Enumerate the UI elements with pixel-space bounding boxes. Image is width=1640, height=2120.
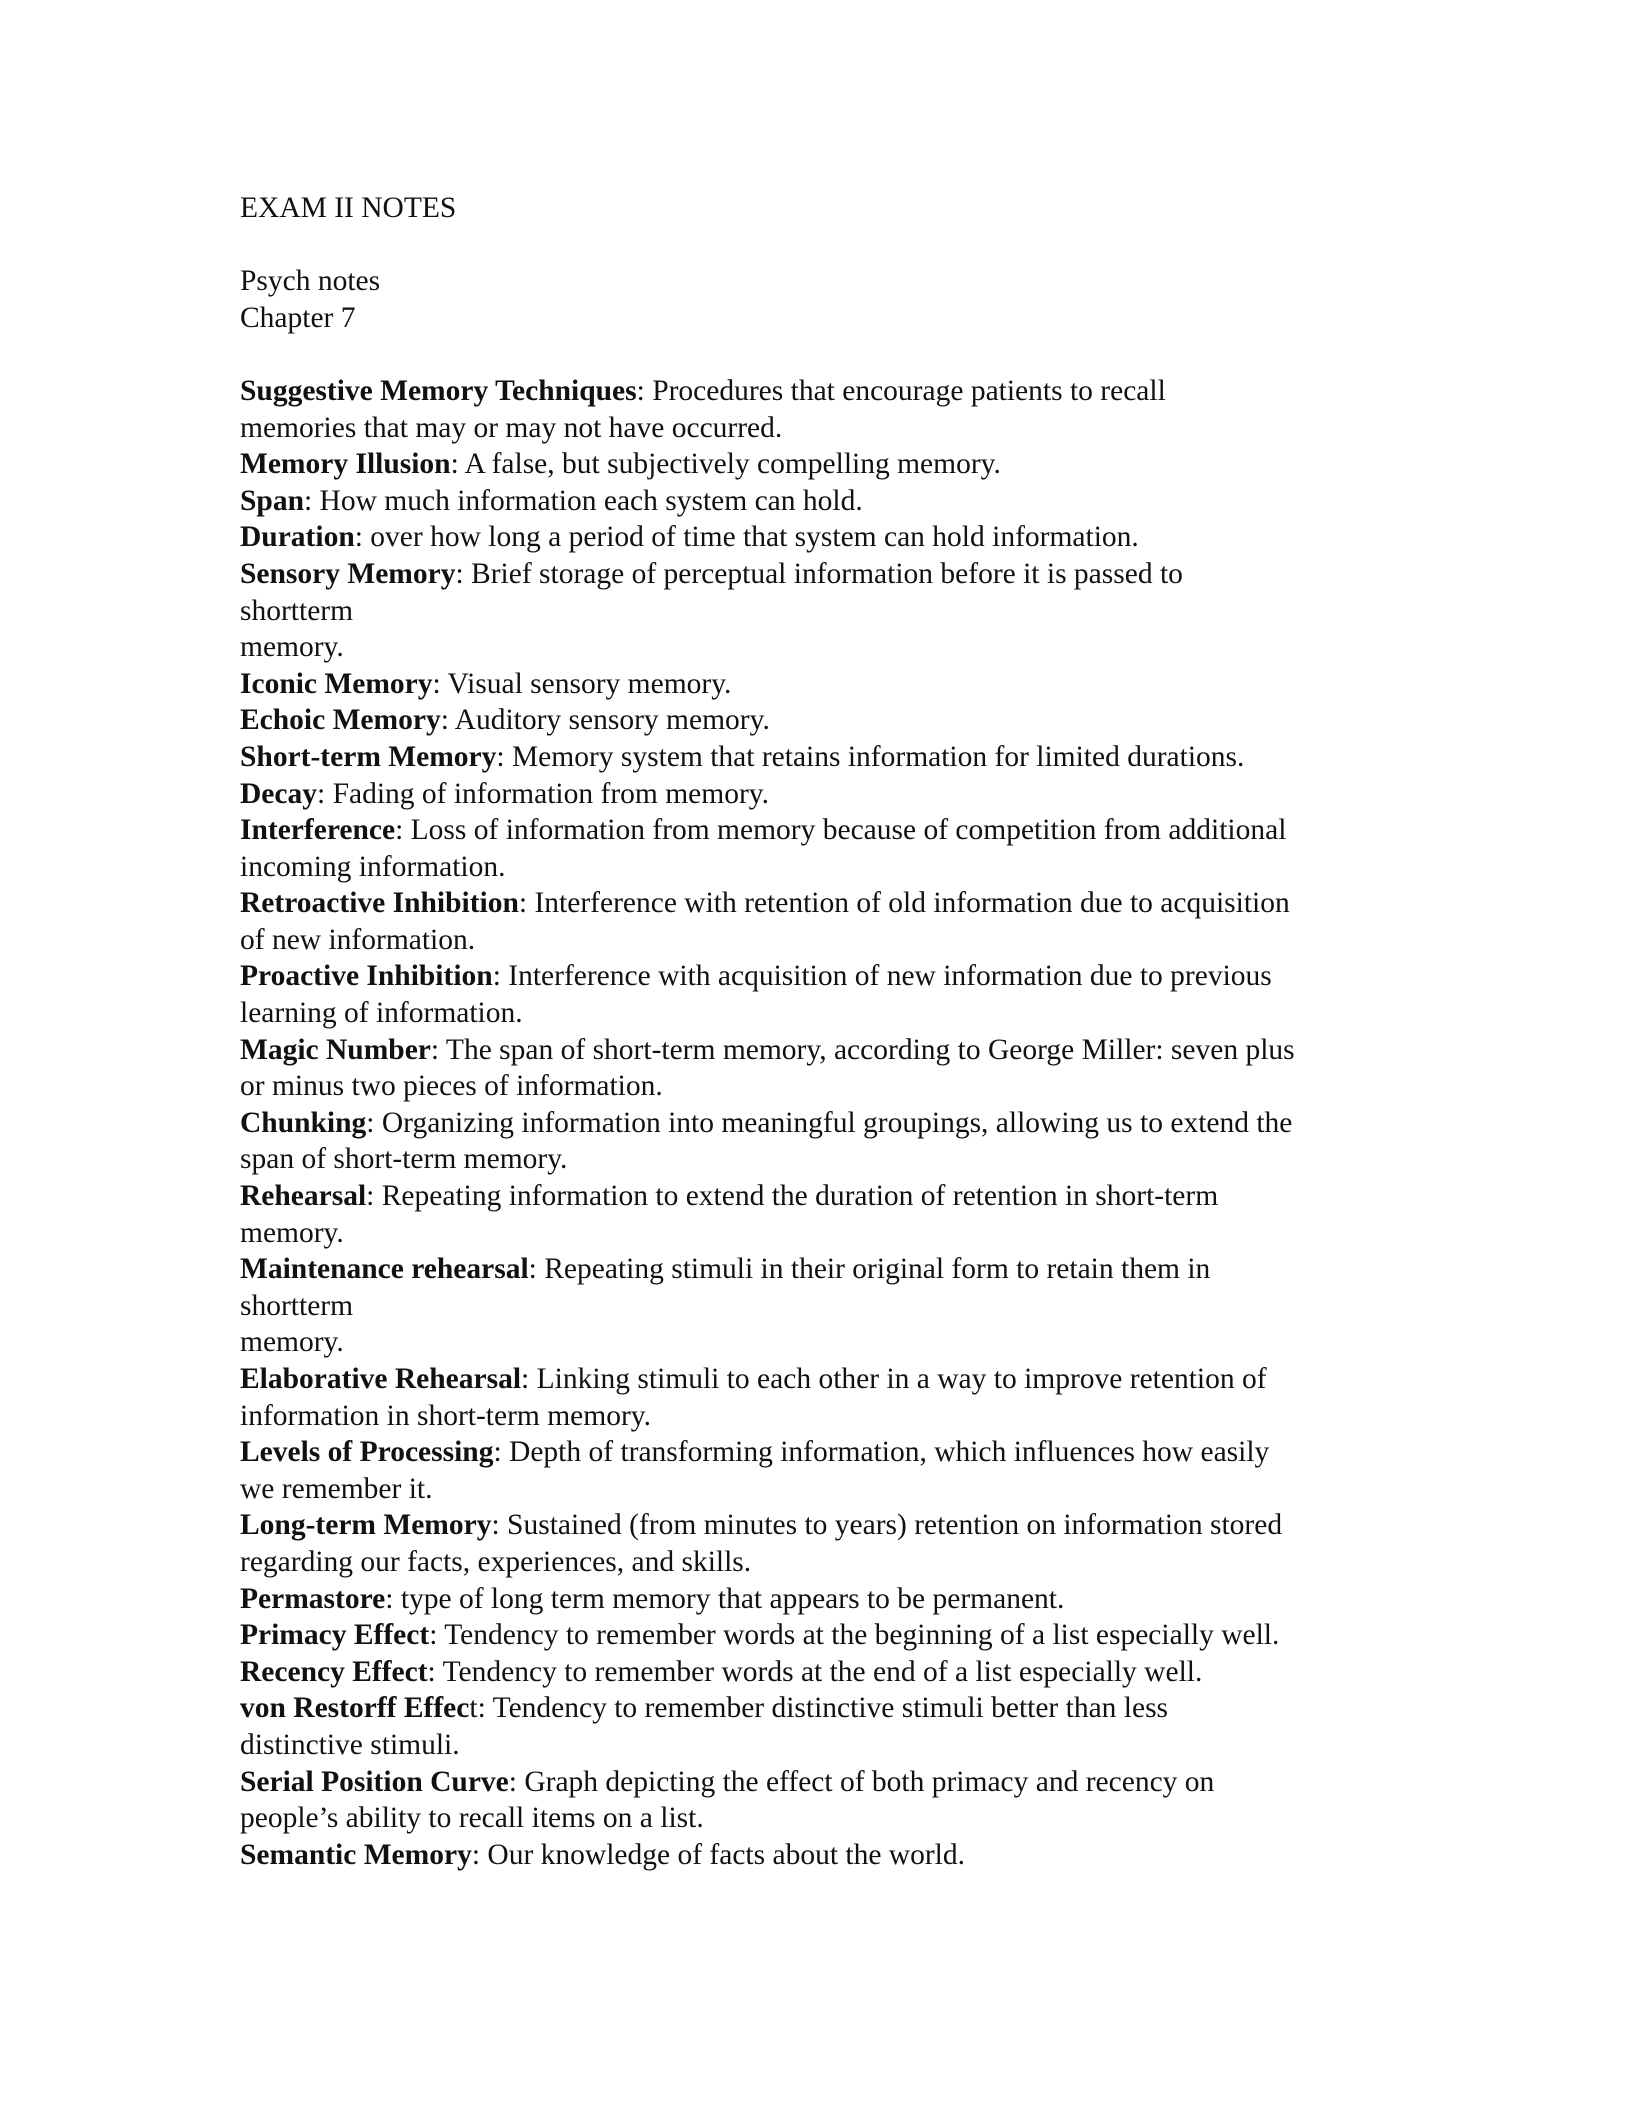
definition-text: memories that may or may not have occurred. [240, 411, 783, 444]
definition-text: : Tendency to remember words at the end of a list especially well. [427, 1655, 1203, 1688]
definition-text: : Auditory sensory memory. [440, 704, 770, 737]
note-line [240, 1727, 1420, 1764]
definition-text: regarding our facts, experiences, and skills. [240, 1545, 752, 1578]
note-line [240, 885, 1420, 922]
definition-text: shortterm [240, 594, 354, 627]
term-label: Long-term Memory [240, 1509, 492, 1542]
note-line [240, 812, 1420, 849]
note-line [240, 1361, 1420, 1398]
note-line [240, 1178, 1420, 1215]
note-line [240, 1068, 1420, 1105]
definition-text: of new information. [240, 923, 476, 956]
spacer [240, 227, 1420, 264]
term-label: Span [240, 484, 304, 517]
spacer [240, 336, 1420, 373]
definition-text: : over how long a period of time that system can hold information. [354, 521, 1139, 554]
note-line [240, 483, 1420, 520]
definition-text: information in short-term memory. [240, 1399, 651, 1432]
definition-text: : Memory system that retains information for limited durations. [496, 740, 1245, 773]
note-line [240, 629, 1420, 666]
note-line [240, 593, 1420, 630]
definition-text: : Visual sensory memory. [432, 667, 732, 700]
term-label: Levels of Processing [240, 1436, 494, 1469]
note-line [240, 1654, 1420, 1691]
note-line [240, 1764, 1420, 1801]
definition-text: : A false, but subjectively compelling memory. [450, 448, 1001, 481]
term-label: Semantic Memory [240, 1838, 472, 1871]
note-line [240, 1544, 1420, 1581]
note-line [240, 995, 1420, 1032]
note-line [240, 1032, 1420, 1069]
note-line [240, 1398, 1420, 1435]
definition-text: : Repeating information to extend the duration of retention in short-term [366, 1180, 1219, 1213]
chapter-label: Chapter 7 [240, 301, 356, 334]
document-title: EXAM II NOTES [240, 192, 457, 224]
definition-text: : Repeating stimuli in their original form to retain them in [528, 1253, 1211, 1286]
note-line [240, 1690, 1420, 1727]
term-label: Echoic Memory [240, 704, 441, 737]
definition-text: memory. [240, 1216, 344, 1249]
definition-text: : Brief storage of perceptual information before it is passed to [455, 557, 1183, 590]
note-line [240, 666, 1420, 703]
note-line [240, 1141, 1420, 1178]
term-label: Interference [240, 814, 396, 847]
definition-text: : Interference with acquisition of new information due to previous [492, 960, 1272, 993]
note-line [240, 556, 1420, 593]
definition-text: : Our knowledge of facts about the world. [471, 1838, 966, 1871]
note-line [240, 410, 1420, 447]
definition-text: : Fading of information from memory. [317, 777, 769, 810]
term-label: Elaborative Rehearsal [240, 1363, 522, 1395]
definition-text: memory. [240, 1326, 344, 1359]
definition-text: : Graph depicting the effect of both primacy and recency on [508, 1765, 1215, 1798]
note-line [240, 1105, 1420, 1142]
note-line [240, 1251, 1420, 1288]
note-line [240, 776, 1420, 813]
definition-text: : Interference with retention of old information due to acquisition [518, 887, 1290, 920]
definition-text: span of short-term memory. [240, 1143, 568, 1176]
term-label: Chunking [240, 1106, 367, 1139]
term-label: Permastore [240, 1582, 386, 1615]
note-line [240, 1434, 1420, 1471]
note-line [240, 1800, 1420, 1837]
definition-text: distinctive stimuli. [240, 1728, 460, 1761]
note-line [240, 958, 1420, 995]
term-label: Primacy Effect [240, 1619, 430, 1652]
definition-text: we remember it. [240, 1472, 433, 1505]
term-label: Serial Position Curve [240, 1765, 509, 1798]
definition-text: learning of information. [240, 997, 523, 1030]
definition-text: : The span of short-term memory, according to George Miller: seven plus [430, 1033, 1295, 1066]
term-label: Decay [240, 777, 317, 810]
note-line [240, 849, 1420, 886]
note-line [240, 1324, 1420, 1361]
note-line [240, 702, 1420, 739]
definition-text: incoming information. [240, 850, 506, 883]
definition-text: memory. [240, 631, 344, 664]
definition-text: : How much information each system can hold. [303, 484, 863, 517]
definition-text: : Loss of information from memory because of competition from additional [395, 814, 1287, 847]
term-label: Memory Illusion [240, 448, 451, 481]
term-label: Suggestive Memory Techniques [240, 374, 637, 407]
note-line [240, 922, 1420, 959]
notes-list [240, 373, 1420, 1873]
term-label: Short-term Memory [240, 740, 497, 773]
note-line [240, 1471, 1420, 1508]
note-line [240, 446, 1420, 483]
note-line [240, 1507, 1420, 1544]
definition-text: t: Tendency to remember distinctive stimuli better than less [469, 1692, 1169, 1725]
term-label: Recency Effect [240, 1655, 428, 1688]
note-line [240, 519, 1420, 556]
note-line [240, 1837, 1420, 1874]
note-line [240, 1617, 1420, 1654]
term-label: Maintenance rehearsal [240, 1253, 529, 1286]
note-line [240, 1215, 1420, 1252]
definition-text: : Organizing information into meaningful groupings, allowing us to extend the [366, 1106, 1293, 1139]
definition-text: : type of long term memory that appears to be permanent. [385, 1582, 1065, 1615]
term-label: Magic Number [240, 1033, 431, 1066]
course-label: Psych notes [240, 265, 381, 298]
term-label: Proactive Inhibition [240, 960, 493, 993]
note-line [240, 739, 1420, 776]
term-label: Retroactive Inhibition [240, 887, 519, 920]
definition-text: shortterm [240, 1289, 354, 1322]
definition-text: : Depth of transforming information, which influences how easily [493, 1436, 1270, 1469]
note-line [240, 1288, 1420, 1325]
definition-text: : Sustained (from minutes to years) retention on information stored [491, 1509, 1283, 1542]
definition-text: or minus two pieces of information. [240, 1070, 663, 1103]
definition-text: : Tendency to remember words at the beginning of a list especially well. [429, 1619, 1280, 1652]
document-page [240, 190, 1420, 1873]
term-label: Rehearsal [240, 1180, 367, 1213]
note-line [240, 1581, 1420, 1618]
term-label: Duration [240, 521, 355, 554]
definition-text: : Procedures that encourage patients to recall [636, 374, 1166, 407]
term-label: von Restorff Effec [240, 1692, 470, 1725]
term-label: Sensory Memory [240, 557, 456, 590]
definition-text: people’s ability to recall items on a list. [240, 1802, 704, 1835]
definition-text: : Linking stimuli to each other in a way to improve retention of [521, 1363, 1267, 1395]
term-label: Iconic Memory [240, 667, 433, 700]
note-line [240, 373, 1420, 410]
